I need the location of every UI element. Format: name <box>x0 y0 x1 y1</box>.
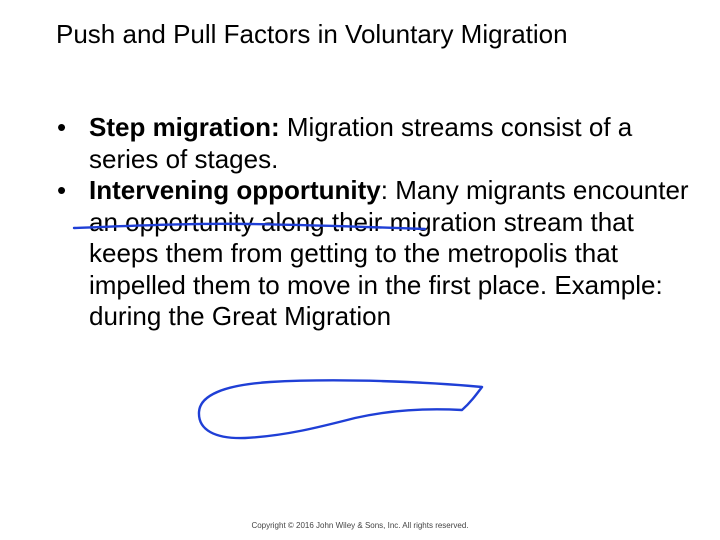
copyright-footer: Copyright © 2016 John Wiley & Sons, Inc. All rights reserved. <box>251 521 469 530</box>
definition-intervening-opportunity: : Many migrants encounter an opportunity along their migration stream that keeps them from getting to the metropolis that impelled them to move in the first place. Example: during the Great Migration <box>89 175 689 331</box>
handwritten-circle <box>199 380 482 438</box>
definition-step-migration: Migration streams consist of a series of stages. <box>89 112 633 174</box>
term-intervening-opportunity: Intervening opportunity <box>89 175 381 205</box>
term-step-migration: Step migration: <box>89 112 280 142</box>
bullet-intervening-opportunity <box>57 175 697 333</box>
bullet-list <box>57 112 697 333</box>
slide-title: Push and Pull Factors in Voluntary Migration <box>56 19 568 49</box>
bullet-symbol: • <box>57 112 67 142</box>
bullet-step-migration <box>57 112 697 175</box>
bullet-symbol: • <box>57 175 67 205</box>
